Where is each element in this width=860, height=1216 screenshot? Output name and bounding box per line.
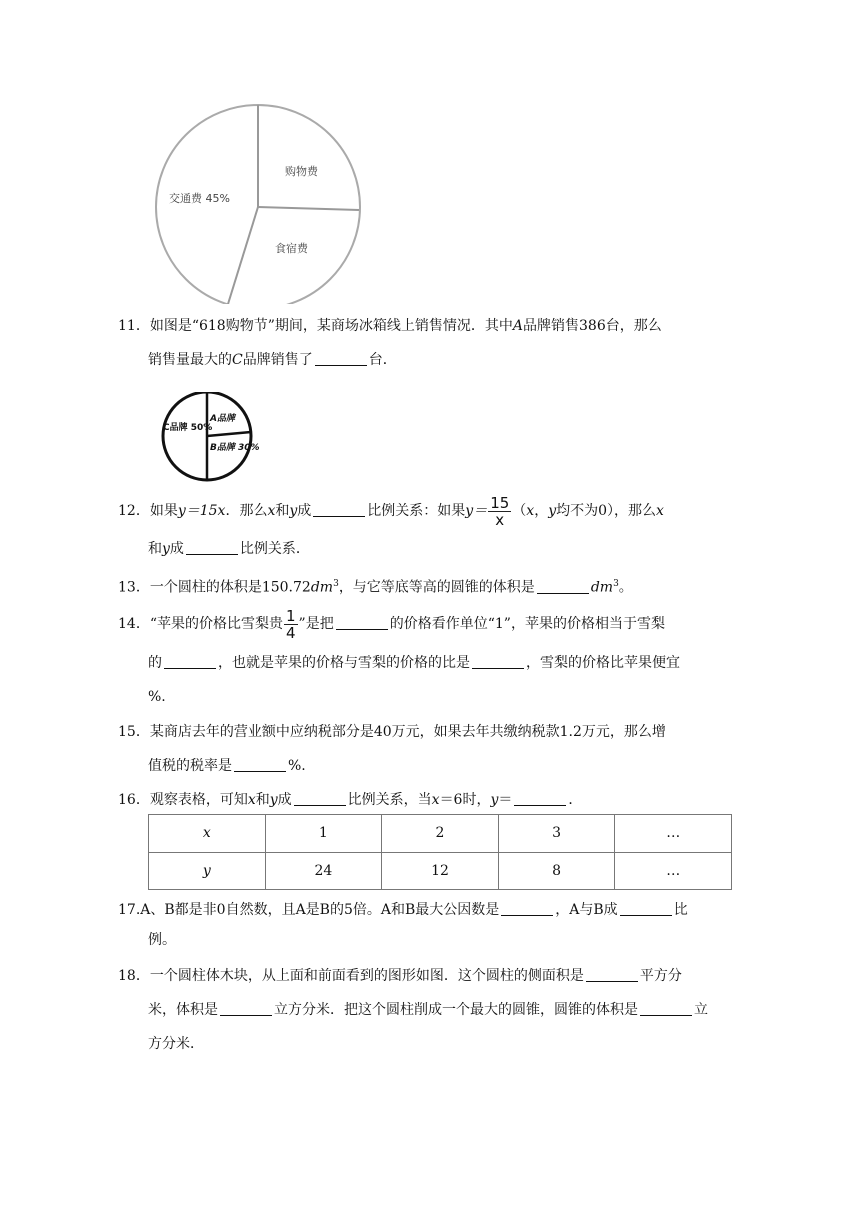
q11-text-1b: 品牌销售386台，那么 (523, 318, 662, 334)
q12-var-x3: x (656, 503, 664, 519)
q16-blank-2[interactable] (514, 791, 566, 806)
q17-text-1a: A、B都是非0自然数，且A是B的5倍。A和B最大公因数是 (140, 902, 500, 918)
q14-text-l2a: 的 (148, 655, 162, 671)
question-12-line2 (148, 539, 310, 559)
table-cell: x (149, 815, 266, 853)
pie2-label-b: B品牌 30% (210, 443, 260, 453)
question-14-line1 (118, 607, 665, 641)
q16-table (148, 814, 732, 890)
q14-frac-top: 1 (286, 606, 296, 625)
q12-frac-bottom: x (495, 510, 505, 529)
question-11-line2 (148, 350, 397, 370)
q12-equation-2: y＝ (465, 503, 488, 519)
q16-text-3: 成 (277, 792, 292, 808)
q14-text-l2c: ，雪梨的价格比苹果便宜 (526, 655, 680, 671)
q18-text-2c: 立 (694, 1002, 708, 1018)
q12-blank-2[interactable] (186, 540, 238, 555)
q16-text-4: 比例关系，当 (347, 792, 432, 808)
q15-number: 15． (118, 724, 150, 740)
question-16 (118, 790, 582, 810)
q17-text-2: 例。 (148, 932, 176, 948)
question-14-line3 (148, 687, 166, 707)
pie1-label-food: 食宿费 (275, 242, 308, 255)
q16-text-5: ＝6时， (439, 792, 491, 808)
pie1-label-transport: 交通费 45% (169, 192, 230, 205)
question-17-line1 (118, 900, 688, 920)
q16-blank-1[interactable] (294, 791, 346, 806)
q13-text-1: 一个圆柱的体积是150.72 (149, 579, 311, 596)
q16-number: 16． (118, 792, 150, 808)
q18-blank-2[interactable] (220, 1001, 272, 1016)
q12-frac-top: 15 (490, 493, 510, 512)
q15-blank[interactable] (234, 757, 286, 772)
q18-text-1b: 平方分 (639, 968, 682, 984)
q11-answer-blank[interactable] (315, 351, 367, 366)
table-cell: 8 (498, 852, 615, 890)
q12-text-l2c: 比例关系． (239, 541, 310, 557)
q11-var-a: A (512, 318, 523, 334)
table-cell: … (615, 815, 732, 853)
q14-text-l3: %. (148, 689, 166, 705)
question-18-line3 (148, 1034, 204, 1054)
q11-var-c: C (232, 352, 243, 368)
pie1-label-shopping: 购物费 (285, 165, 318, 178)
q13-text-2: ，与它等底等高的圆锥的体积是 (338, 579, 535, 596)
q16-text-6: ＝ (498, 792, 513, 808)
q11-text-2b: 品牌销售了 (242, 352, 313, 368)
q12-text-4: 成 (297, 503, 312, 519)
q12-text-6: （ (512, 503, 527, 519)
q13-number: 13． (118, 579, 150, 596)
question-12-line1 (118, 494, 664, 528)
q12-text-3: 和 (275, 503, 290, 519)
q14-blank-2[interactable] (164, 654, 216, 669)
q13-blank[interactable] (537, 579, 589, 594)
q12-var-y3: y (162, 541, 170, 557)
q17-text-1c: 比 (673, 902, 688, 918)
question-18-line1 (118, 966, 682, 986)
question-13: 13．一个圆柱的体积是$150.72dm^3$，与它等底等高的圆锥的体积是 $dm^3$。 (118, 579, 633, 596)
q12-text-l2a: 和 (148, 541, 162, 557)
q17-blank-1[interactable] (501, 901, 553, 916)
q18-text-1a: 一个圆柱体木块，从上面和前面看到的图形如图．这个圆柱的侧面积是 (149, 968, 584, 984)
table-cell: 24 (265, 852, 382, 890)
q18-blank-3[interactable] (640, 1001, 692, 1016)
pie-chart-brands (156, 392, 260, 482)
table-row (149, 852, 732, 890)
table-cell: 12 (382, 852, 499, 890)
q16-text-1: 观察表格，可知 (149, 792, 248, 808)
q12-number: 12． (118, 503, 150, 519)
question-11-line1 (118, 316, 662, 336)
q13-unit-2: dm (590, 579, 614, 596)
q12-text-2: ．那么 (225, 503, 268, 519)
pie-chart-expenses (152, 104, 368, 304)
q11-text-1: 如图是“618购物节”期间，某商场冰箱线上销售情况．其中 (149, 318, 513, 334)
q12-var-x: x (267, 503, 276, 519)
q16-text-7: ． (568, 792, 583, 808)
q12-text-8: 均不为0），那么 (556, 503, 657, 519)
q12-equation-1: y＝15x (177, 503, 226, 519)
q14-text-3: 的价格看作单位“1”，苹果的价格相当于雪梨 (389, 616, 665, 632)
q18-text-3: 方分米． (148, 1036, 204, 1052)
q12-var-x2: x (526, 503, 535, 519)
q12-text-7: ， (534, 503, 549, 519)
q17-text-1b: ，A与B成 (555, 902, 618, 918)
q16-var-x: x (247, 792, 256, 808)
table-cell: y (149, 852, 266, 890)
q11-number: 11． (118, 318, 150, 334)
q16-var-y2: y (490, 792, 499, 808)
table-row (149, 815, 732, 853)
q11-text-2a: 销售量最大的 (148, 352, 232, 368)
question-15-line2 (148, 756, 306, 776)
q15-text-2b: %. (288, 758, 306, 774)
q13-unit-1: dm (310, 579, 334, 596)
table-cell: 1 (265, 815, 382, 853)
q16-text-2: 和 (255, 792, 270, 808)
question-18-line2 (148, 1000, 708, 1020)
q14-text-2: ”是把 (298, 616, 334, 632)
q17-blank-2[interactable] (620, 901, 672, 916)
q14-blank-3[interactable] (472, 654, 524, 669)
q11-text-2c: 台． (368, 352, 397, 368)
table-cell: 2 (382, 815, 499, 853)
q12-blank-1[interactable] (313, 502, 365, 517)
table-cell: … (615, 852, 732, 890)
question-17-line2 (148, 930, 176, 950)
q12-var-y2: y (548, 503, 557, 519)
q14-fraction (284, 608, 298, 641)
q13-text-3: 。 (618, 579, 633, 596)
q18-text-2a: 米，体积是 (148, 1002, 218, 1018)
q14-blank-1[interactable] (336, 615, 388, 630)
q18-number: 18． (118, 968, 150, 984)
q14-text-1: “苹果的价格比雪梨贵 (149, 616, 283, 632)
q16-var-x2: x (431, 792, 440, 808)
q12-text-1: 如果 (149, 503, 178, 519)
q12-text-l2b: 成 (169, 541, 184, 557)
pie2-label-a: A品牌 (210, 414, 235, 424)
q15-text-1: 某商店去年的营业额中应纳税部分是40万元，如果去年共缴纳税款1.2万元，那么增 (149, 724, 666, 740)
q12-text-5: 比例关系：如果 (367, 503, 466, 519)
q14-number: 14． (118, 616, 150, 632)
q12-fraction (488, 495, 511, 528)
q18-text-2b: 立方分米．把这个圆柱削成一个最大的圆锥，圆锥的体积是 (274, 1002, 638, 1018)
q15-text-2a: 值税的税率是 (148, 758, 232, 774)
q18-blank-1[interactable] (586, 967, 638, 982)
pie2-label-c: C品牌 50% (163, 423, 213, 433)
q17-number: 17. (118, 902, 141, 918)
question-14-line2 (148, 653, 680, 673)
table-cell: 3 (498, 815, 615, 853)
q14-text-l2b: ，也就是苹果的价格与雪梨的价格的比是 (218, 655, 470, 671)
q14-frac-bottom: 4 (286, 623, 296, 642)
question-15-line1 (118, 722, 666, 742)
q16-var-y: y (269, 792, 278, 808)
q12-var-y: y (289, 503, 298, 519)
